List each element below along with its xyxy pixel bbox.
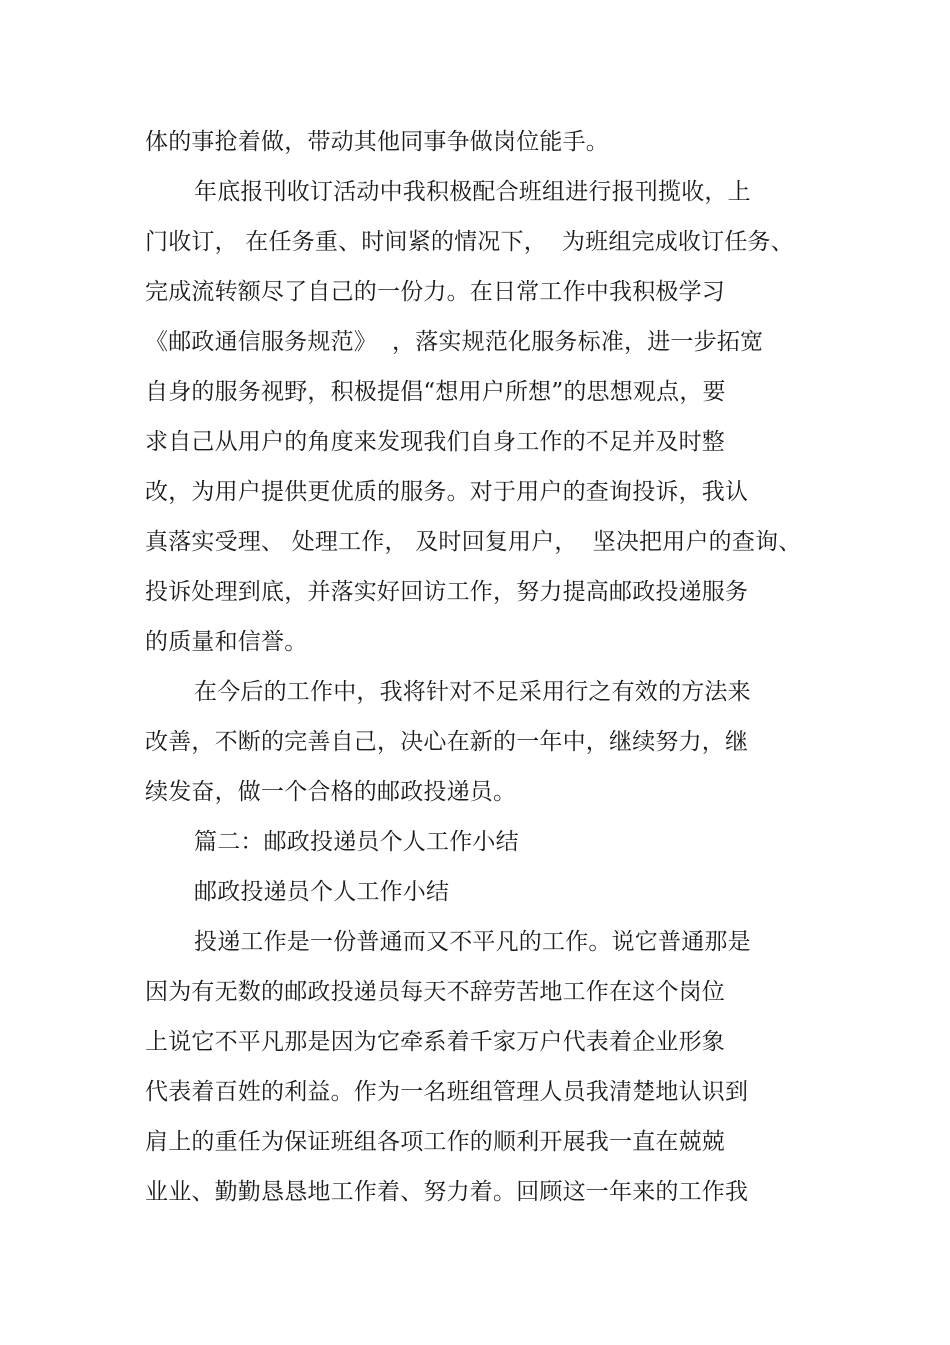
- section-title: 邮政投递员个人工作小结: [194, 879, 450, 905]
- text-line: 改，为用户提供更优质的服务。对于用户的查询投诉，我认: [145, 479, 749, 505]
- text-line: 因为有无数的邮政投递员每天不辞劳苦地工作在这个岗位: [145, 979, 725, 1005]
- text-line: 真落实受理、 处理工作， 及时回复用户， 坚决把用户的查询、: [145, 529, 802, 555]
- paragraph-first-line: 年底报刊收订活动中我积极配合班组进行报刊揽收，上: [194, 179, 751, 205]
- paragraph-first-line: 在今后的工作中，我将针对不足采用行之有效的方法来: [194, 679, 751, 705]
- text-line: 上说它不平凡那是因为它牵系着千家万户代表着企业形象: [145, 1029, 725, 1055]
- text-line: 求自己从用户的角度来发现我们自身工作的不足并及时整: [145, 429, 725, 455]
- text-line: 改善，不断的完善自己，决心在新的一年中，继续努力，继: [145, 729, 749, 755]
- text-line: 业业、勤勤恳恳地工作着、努力着。回顾这一年来的工作我: [145, 1179, 749, 1205]
- text-line: 投诉处理到底，并落实好回访工作，努力提高邮政投递服务: [145, 579, 749, 605]
- text-line: 体的事抢着做，带动其他同事争做岗位能手。: [145, 129, 609, 155]
- text-line: 完成流转额尽了自己的一份力。在日常工作中我积极学习: [145, 279, 725, 305]
- text-line: 的质量和信誉。: [145, 629, 308, 655]
- text-line: 自身的服务视野，积极提倡“想用户所想”的思想观点，要: [145, 379, 726, 405]
- paragraph-first-line: 投递工作是一份普通而又不平凡的工作。说它普通那是: [194, 929, 751, 955]
- section-heading: 篇二：邮政投递员个人工作小结: [194, 829, 519, 855]
- text-line: 续发奋，做一个合格的邮政投递员。: [145, 779, 517, 805]
- text-line: 《邮政通信服务规范》 ，落实规范化服务标准，进一步拓宽: [145, 329, 764, 355]
- text-line: 肩上的重任为保证班组各项工作的顺利开展我一直在兢兢: [145, 1129, 725, 1155]
- text-line: 门收订， 在任务重、时间紧的情况下， 为班组完成收订任务、: [145, 229, 794, 255]
- text-line: 代表着百姓的利益。作为一名班组管理人员我清楚地认识到: [145, 1079, 749, 1105]
